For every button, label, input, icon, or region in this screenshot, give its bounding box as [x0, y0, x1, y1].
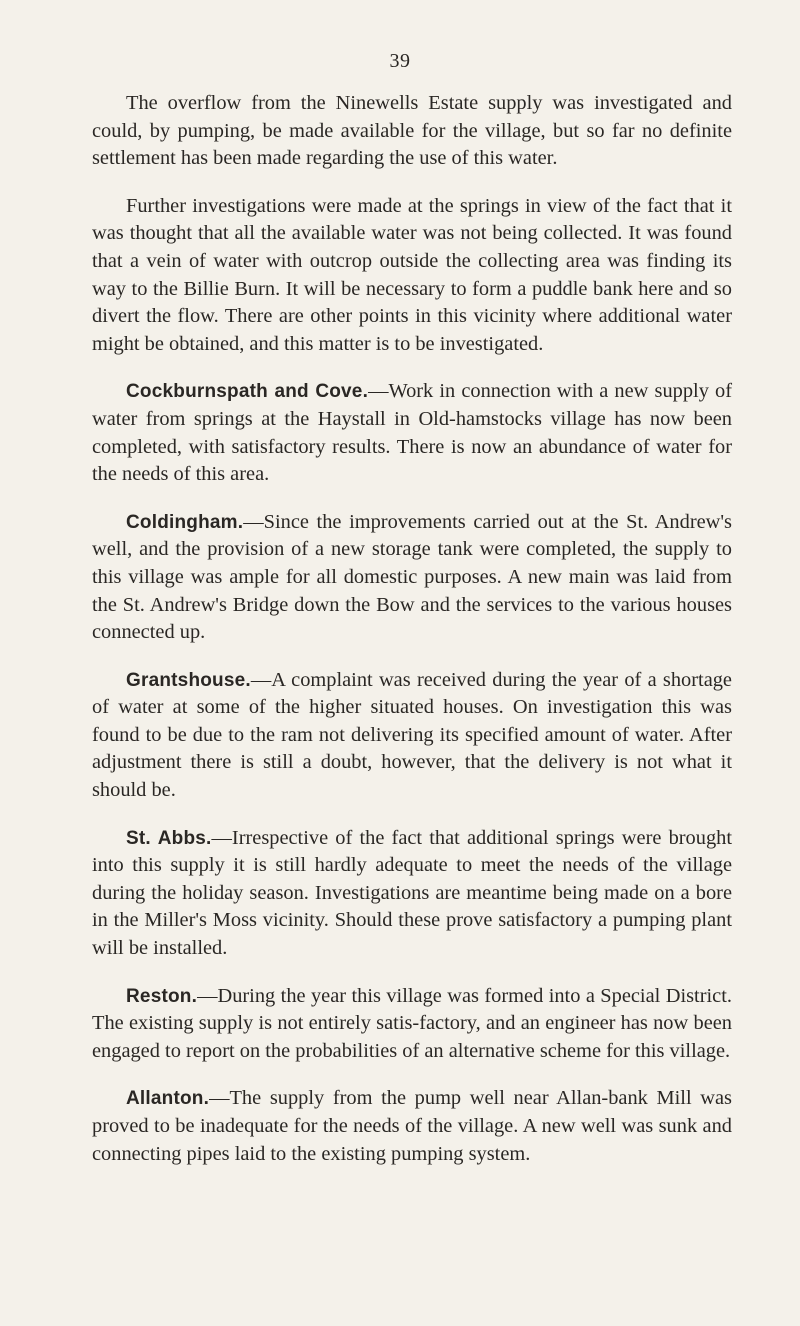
- paragraph-text: —Work in connection with a new supply of water from springs at the Haystall in Old-hamstocks village has now been completed, with satisfactory results. There is now an abundance of water for the needs of this area.: [92, 380, 732, 486]
- section-heading: St. Abbs.: [126, 827, 212, 849]
- page-number: 39: [389, 50, 411, 72]
- paragraph-text: —During the year this village was formed into a Special District. The existing supply is not entirely satis-factory, and an engineer has now been engaged to report on the probabilities of an alternative scheme for this village.: [92, 984, 732, 1062]
- paragraph-text: The overflow from the Ninewells Estate supply was investigated and could, by pumping, be made available for the village, but so far no definite settlement has been made regarding the use of this water.: [92, 92, 732, 170]
- paragraph-ninewells-overflow: [92, 90, 732, 173]
- paragraph-text: —Since the improvements carried out at the St. Andrew's well, and the provision of a new storage tank were completed, the supply to this village was ample for all domestic purposes. A new main was laid from the St. Andrew's Bridge down the Bow and the services to the various houses connected up.: [92, 510, 732, 644]
- paragraph-allanton: [92, 1085, 732, 1168]
- paragraph-springs-investigation: [92, 193, 732, 359]
- report-body: [92, 90, 732, 1188]
- section-heading: Cockburnspath and Cove.: [126, 381, 369, 403]
- paragraph-text: —The supply from the pump well near Allan-bank Mill was proved to be inadequate for the needs of the village. A new well was sunk and connecting pipes laid to the existing pumping system.: [92, 1087, 732, 1165]
- paragraph-text: —A complaint was received during the year of a shortage of water at some of the higher situated houses. On investigation this was found to be due to the ram not delivering its specified amount of water. After adjustment there is still a doubt, however, that the delivery is not what it should be.: [92, 668, 732, 802]
- section-heading: Reston.: [126, 985, 198, 1007]
- paragraph-st-abbs: [92, 825, 732, 963]
- section-heading: Grantshouse.: [126, 669, 251, 691]
- section-heading: Allanton.: [126, 1088, 210, 1110]
- paragraph-text: —Irrespective of the fact that additional springs were brought into this supply it is still hardly adequate to meet the needs of the village during the holiday season. Investigations are meantime being made on a bore in the Miller's Moss vicinity. Should these prove satisfactory a pumping plant will be installed.: [92, 826, 733, 960]
- section-heading: Coldingham.: [126, 511, 244, 533]
- paragraph-reston: [92, 983, 732, 1066]
- paragraph-grantshouse: [92, 667, 732, 805]
- paragraph-coldingham: [92, 509, 732, 647]
- paragraph-cockburnspath: [92, 378, 732, 488]
- paragraph-text: Further investigations were made at the springs in view of the fact that it was thought that all the available water was not being collected. It was found that a vein of water with outcrop outside the collecting area was finding its way to the Billie Burn. It will be necessary to form a puddle bank here and so divert the flow. There are other points in this vicinity where additional water might be obtained, and this matter is to be investigated.: [92, 194, 732, 355]
